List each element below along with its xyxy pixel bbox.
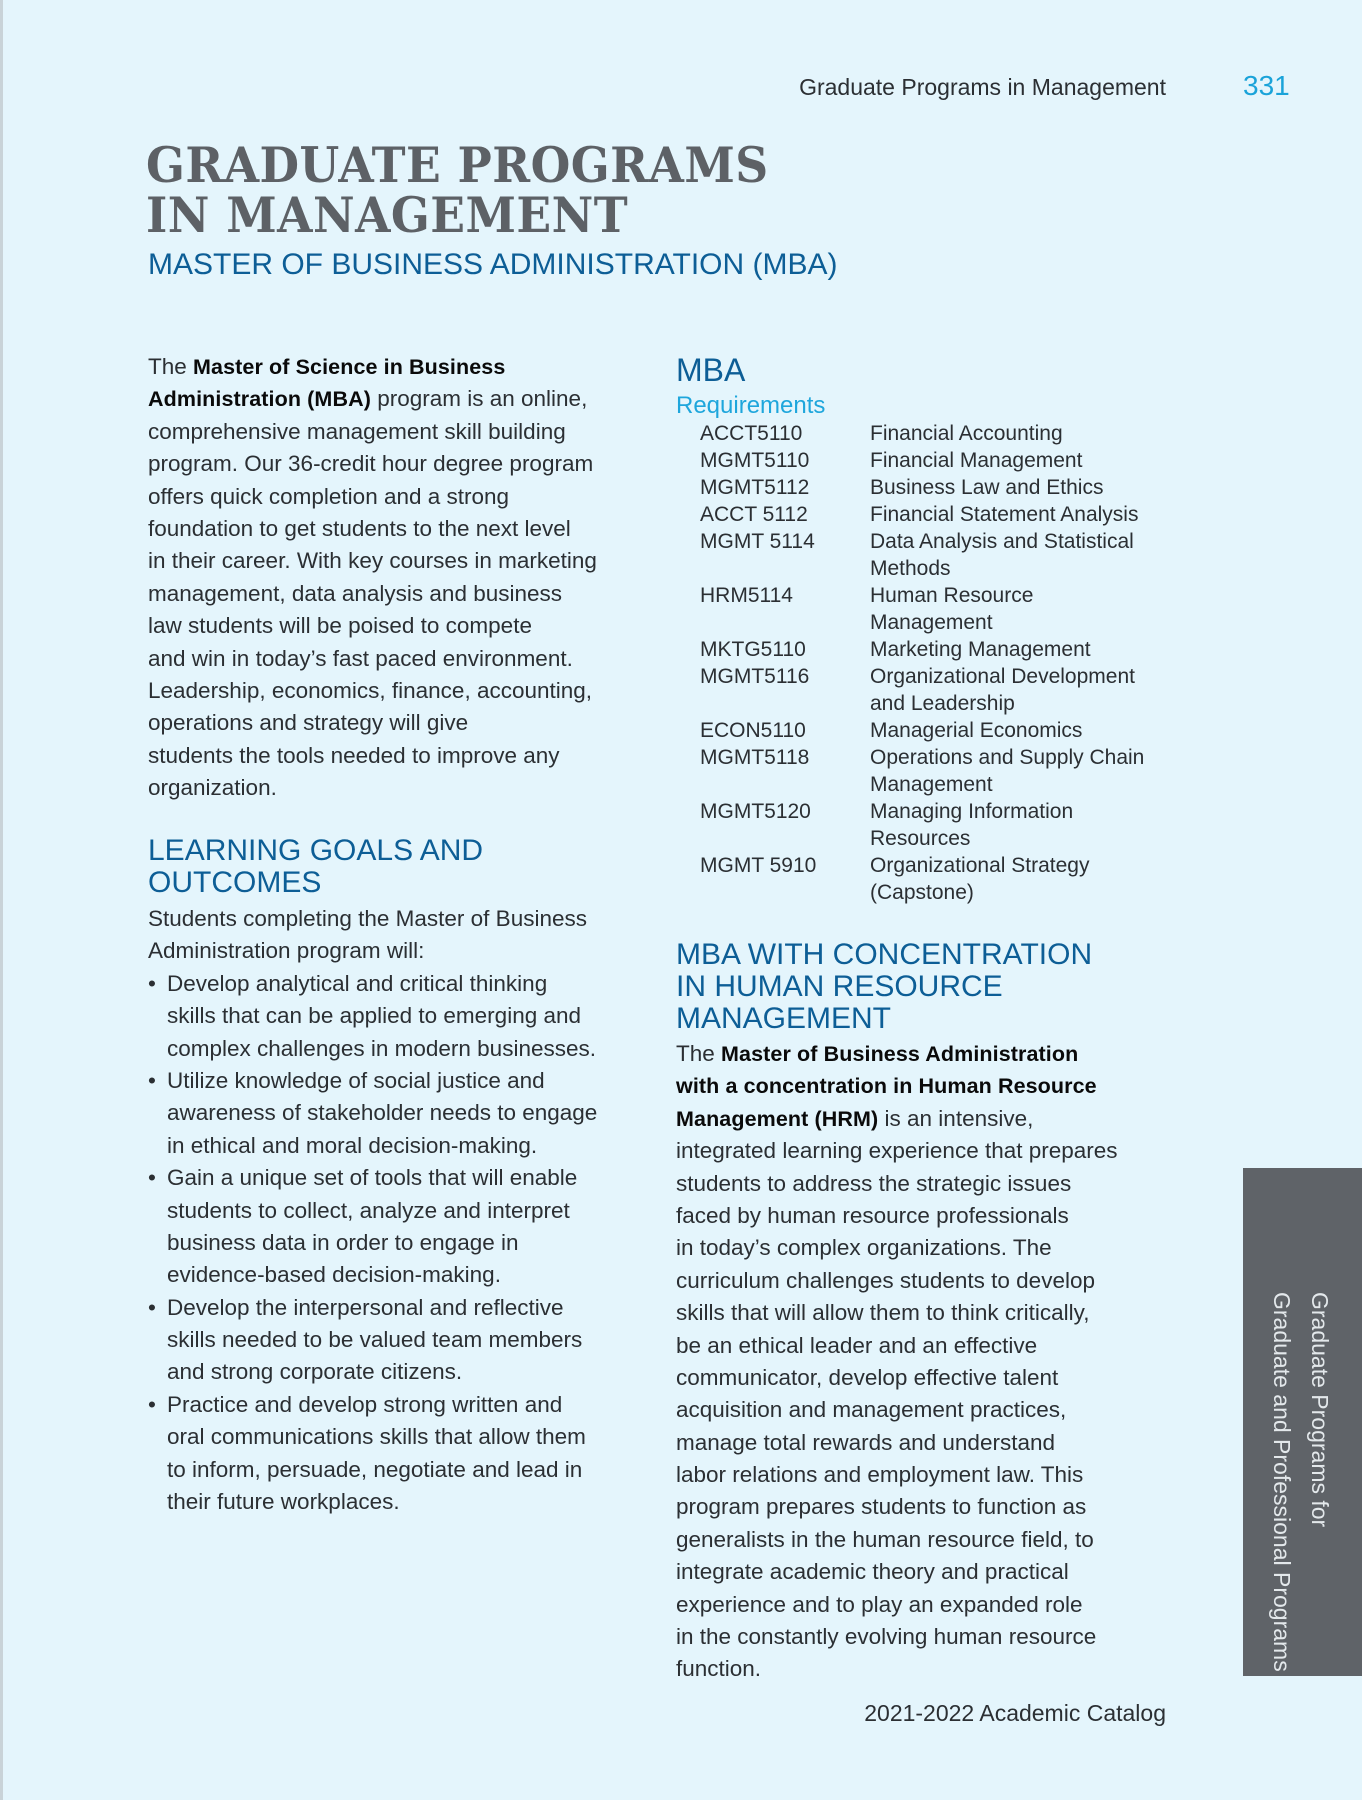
course-code: MGMT5112 bbox=[700, 476, 810, 499]
text-line bbox=[676, 1265, 1118, 1297]
emphasis-text: Administration (MBA) bbox=[148, 387, 371, 412]
course-row bbox=[700, 744, 1144, 798]
text-segment: generalists in the human resource field, to bbox=[676, 1526, 1094, 1552]
list-item-line: awareness of stakeholder needs to engage bbox=[167, 1100, 598, 1126]
text-line bbox=[676, 1330, 1118, 1362]
text-line bbox=[676, 1168, 1118, 1200]
course-row bbox=[700, 717, 1144, 744]
text-line bbox=[676, 1491, 1118, 1523]
course-code: ACCT5110 bbox=[700, 422, 803, 445]
learning-goals-list bbox=[148, 903, 597, 1518]
text-line bbox=[676, 1103, 1118, 1135]
course-title-line: Financial Management bbox=[870, 449, 1083, 472]
list-item-line: to inform, persuade, negotiate and lead in bbox=[167, 1456, 583, 1482]
text-segment: students the tools needed to improve any bbox=[148, 742, 560, 768]
text-line bbox=[148, 578, 597, 610]
text-line bbox=[148, 707, 597, 739]
list-item-line: in ethical and moral decision-making. bbox=[167, 1132, 538, 1158]
list-item-line: and strong corporate citizens. bbox=[167, 1359, 463, 1385]
side-tab-line: Graduate Programs for bbox=[1307, 1292, 1333, 1528]
text-segment: program. Our 36-credit hour degree program bbox=[148, 451, 594, 477]
text-segment: integrated learning experience that prepares bbox=[676, 1138, 1118, 1164]
text-segment: experience and to play an expanded role bbox=[676, 1591, 1083, 1617]
course-row bbox=[700, 501, 1144, 528]
text-segment: faced by human resource professionals bbox=[676, 1202, 1069, 1228]
text-line bbox=[148, 481, 597, 513]
emphasis-text: Master of Science in Business bbox=[193, 355, 506, 379]
text-segment: labor relations and employment law. This bbox=[676, 1462, 1084, 1488]
list-item-line: business data in order to engage in bbox=[167, 1229, 519, 1255]
course-title bbox=[870, 501, 1138, 528]
text-line bbox=[676, 1394, 1118, 1426]
list-item-line: Develop the interpersonal and reflective bbox=[167, 1294, 564, 1320]
list-item bbox=[148, 1292, 597, 1389]
running-header: Graduate Programs in Management bbox=[799, 74, 1166, 100]
text-line bbox=[148, 675, 597, 707]
course-title bbox=[870, 474, 1103, 501]
course-code: ACCT 5112 bbox=[700, 503, 808, 526]
course-code: MGMT 5910 bbox=[700, 854, 817, 877]
text-line bbox=[676, 1038, 1118, 1070]
text-segment: in the constantly evolving human resource bbox=[676, 1624, 1097, 1650]
course-title-line: Managing Information bbox=[870, 800, 1074, 823]
hrm-heading bbox=[676, 939, 1092, 1035]
text-segment: in today’s complex organizations. The bbox=[676, 1235, 1052, 1261]
page-title-line: GRADUATE PROGRAMS bbox=[146, 136, 769, 194]
text-line bbox=[148, 448, 597, 480]
course-title-line: Human Resource bbox=[870, 584, 1034, 607]
goals-intro-line: Students completing the Master of Business bbox=[148, 906, 587, 931]
course-row bbox=[700, 528, 1144, 582]
course-title-line: Organizational Development bbox=[870, 665, 1135, 688]
text-segment: Leadership, economics, finance, accounting, bbox=[148, 677, 593, 703]
text-line bbox=[676, 1427, 1118, 1459]
text-line bbox=[148, 545, 597, 577]
text-line bbox=[676, 1556, 1118, 1588]
course-code: MGMT5110 bbox=[700, 449, 810, 472]
list-item-line: Practice and develop strong written and bbox=[167, 1391, 563, 1417]
course-title-line: (Capstone) bbox=[870, 881, 974, 904]
heading-line: OUTCOMES bbox=[148, 866, 322, 899]
course-title-line: Management bbox=[870, 773, 993, 796]
page-subtitle: MASTER OF BUSINESS ADMINISTRATION (MBA) bbox=[148, 248, 838, 281]
heading-line: MANAGEMENT bbox=[676, 1002, 892, 1035]
text-line bbox=[676, 1459, 1118, 1491]
text-line bbox=[676, 1589, 1118, 1621]
list-item-line: Develop analytical and critical thinking bbox=[167, 970, 548, 996]
course-title-line: Business Law and Ethics bbox=[870, 476, 1104, 499]
text-segment: communicator, develop effective talent bbox=[676, 1364, 1059, 1390]
text-line bbox=[676, 1653, 1118, 1685]
text-line bbox=[676, 1135, 1118, 1167]
text-segment: The bbox=[676, 1041, 722, 1066]
course-code: ECON5110 bbox=[700, 719, 806, 742]
text-segment: foundation to get students to the next level bbox=[148, 515, 571, 541]
text-segment: integrate academic theory and practical bbox=[676, 1559, 1069, 1585]
heading-line: IN HUMAN RESOURCE bbox=[676, 970, 1003, 1003]
text-segment: offers quick completion and a strong bbox=[148, 483, 510, 509]
mba-heading: MBA bbox=[676, 352, 746, 388]
course-title-line: and Leadership bbox=[870, 692, 1015, 715]
course-title-line: Financial Accounting bbox=[870, 422, 1063, 445]
course-row bbox=[700, 447, 1144, 474]
text-segment: students to address the strategic issues bbox=[676, 1170, 1072, 1196]
text-segment: operations and strategy will give bbox=[148, 710, 469, 736]
text-line bbox=[676, 1232, 1118, 1264]
text-segment: in their career. With key courses in marketing bbox=[148, 548, 597, 574]
text-line bbox=[676, 1297, 1118, 1329]
course-title bbox=[870, 582, 1033, 636]
text-line bbox=[148, 610, 597, 642]
course-code: MGMT5116 bbox=[700, 665, 810, 688]
course-title bbox=[870, 798, 1073, 852]
course-row bbox=[700, 663, 1144, 717]
catalog-footer: 2021-2022 Academic Catalog bbox=[864, 1700, 1166, 1726]
emphasis-text: Management (HRM) bbox=[676, 1106, 879, 1131]
course-title bbox=[870, 717, 1082, 744]
course-code: MGMT5120 bbox=[700, 800, 811, 823]
list-item-line: evidence-based decision-making. bbox=[167, 1262, 501, 1288]
intro-paragraph bbox=[148, 351, 597, 804]
text-line bbox=[148, 351, 597, 383]
text-segment: is an intensive, bbox=[878, 1105, 1034, 1131]
text-line bbox=[148, 383, 597, 415]
learning-goals-heading bbox=[148, 835, 483, 899]
text-segment: be an ethical leader and an effective bbox=[676, 1332, 1038, 1358]
list-item-line: skills needed to be valued team members bbox=[167, 1327, 583, 1353]
heading-line: MBA WITH CONCENTRATION bbox=[676, 938, 1093, 971]
text-line bbox=[676, 1621, 1118, 1653]
text-segment: and win in today’s fast paced environment. bbox=[148, 645, 573, 671]
text-line bbox=[148, 643, 597, 675]
text-segment: program prepares students to function as bbox=[676, 1494, 1087, 1520]
course-code: HRM5114 bbox=[700, 584, 793, 607]
bullet-icon: • bbox=[148, 1067, 156, 1093]
course-title-line: Managerial Economics bbox=[870, 719, 1083, 742]
course-title-line: Management bbox=[870, 611, 993, 634]
bullet-icon: • bbox=[148, 1165, 156, 1191]
course-title-line: Methods bbox=[870, 557, 951, 580]
text-segment: program is an online, bbox=[370, 386, 588, 412]
course-title bbox=[870, 744, 1144, 798]
course-row bbox=[700, 582, 1144, 636]
page-number: 331 bbox=[1243, 70, 1290, 101]
text-line bbox=[148, 513, 597, 545]
list-item bbox=[148, 1389, 597, 1519]
course-code: MGMT 5114 bbox=[700, 530, 815, 553]
side-section-tab bbox=[1243, 1168, 1362, 1676]
emphasis-text: Master of Business Administration bbox=[721, 1042, 1079, 1066]
heading-line: LEARNING GOALS AND bbox=[148, 834, 484, 867]
course-title bbox=[870, 447, 1082, 474]
list-item bbox=[148, 1162, 597, 1292]
requirements-label: Requirements bbox=[676, 392, 826, 419]
list-item bbox=[148, 1065, 597, 1162]
list-item-line: skills that can be applied to emerging and bbox=[167, 1003, 582, 1029]
text-line bbox=[676, 1524, 1118, 1556]
course-title-line: Organizational Strategy bbox=[870, 854, 1090, 877]
course-title bbox=[870, 636, 1091, 663]
requirements-table bbox=[700, 420, 1144, 906]
side-tab-text bbox=[1263, 1168, 1339, 1676]
text-line bbox=[148, 416, 597, 448]
course-row bbox=[700, 852, 1144, 906]
text-segment: skills that will allow them to think critically, bbox=[676, 1300, 1090, 1326]
text-line bbox=[148, 772, 597, 804]
goals-intro-line: Administration program will: bbox=[148, 938, 425, 964]
text-segment: curriculum challenges students to develop bbox=[676, 1267, 1095, 1293]
list-item-line: complex challenges in modern businesses. bbox=[167, 1035, 596, 1061]
list-item-line: oral communications skills that allow them bbox=[167, 1424, 586, 1450]
list-item-line: students to collect, analyze and interpret bbox=[167, 1197, 570, 1223]
course-title-line: Data Analysis and Statistical bbox=[870, 530, 1134, 553]
course-title-line: Financial Statement Analysis bbox=[870, 503, 1139, 526]
course-title-line: Resources bbox=[870, 827, 971, 850]
course-title-line: Marketing Management bbox=[870, 638, 1091, 661]
course-title bbox=[870, 528, 1134, 582]
course-row bbox=[700, 636, 1144, 663]
course-title bbox=[870, 420, 1063, 447]
text-segment: manage total rewards and understand bbox=[676, 1429, 1055, 1455]
emphasis-text: with a concentration in Human Resource bbox=[676, 1074, 1097, 1099]
list-item-line: Gain a unique set of tools that will enable bbox=[167, 1165, 578, 1191]
course-code: MKTG5110 bbox=[700, 638, 806, 661]
text-segment: function. bbox=[676, 1656, 762, 1682]
course-row bbox=[700, 420, 1144, 447]
course-title-line: Operations and Supply Chain bbox=[870, 746, 1145, 769]
bullet-icon: • bbox=[148, 1294, 156, 1320]
hrm-paragraph bbox=[676, 1038, 1118, 1686]
course-row bbox=[700, 474, 1144, 501]
text-segment: law students will be poised to compete bbox=[148, 613, 532, 639]
course-title bbox=[870, 852, 1089, 906]
side-tab-line: Graduate and Professional Programs bbox=[1269, 1292, 1295, 1672]
text-segment: management, data analysis and business bbox=[148, 580, 563, 606]
text-segment: The bbox=[148, 354, 194, 379]
bullet-icon: • bbox=[148, 970, 156, 996]
text-segment: acquisition and management practices, bbox=[676, 1397, 1067, 1423]
text-line bbox=[676, 1070, 1118, 1102]
list-item-line: Utilize knowledge of social justice and bbox=[167, 1067, 545, 1093]
course-title bbox=[870, 663, 1135, 717]
list-item-line: their future workplaces. bbox=[167, 1489, 400, 1515]
text-line bbox=[676, 1362, 1118, 1394]
course-code: MGMT5118 bbox=[700, 746, 810, 769]
page-title-line: IN MANAGEMENT bbox=[146, 186, 629, 244]
course-row bbox=[700, 798, 1144, 852]
text-line bbox=[148, 740, 597, 772]
text-segment: comprehensive management skill building bbox=[148, 418, 566, 444]
bullet-icon: • bbox=[148, 1391, 156, 1417]
list-item bbox=[148, 968, 597, 1065]
text-line bbox=[676, 1200, 1118, 1232]
page-title bbox=[146, 136, 769, 244]
text-segment: organization. bbox=[148, 775, 277, 801]
